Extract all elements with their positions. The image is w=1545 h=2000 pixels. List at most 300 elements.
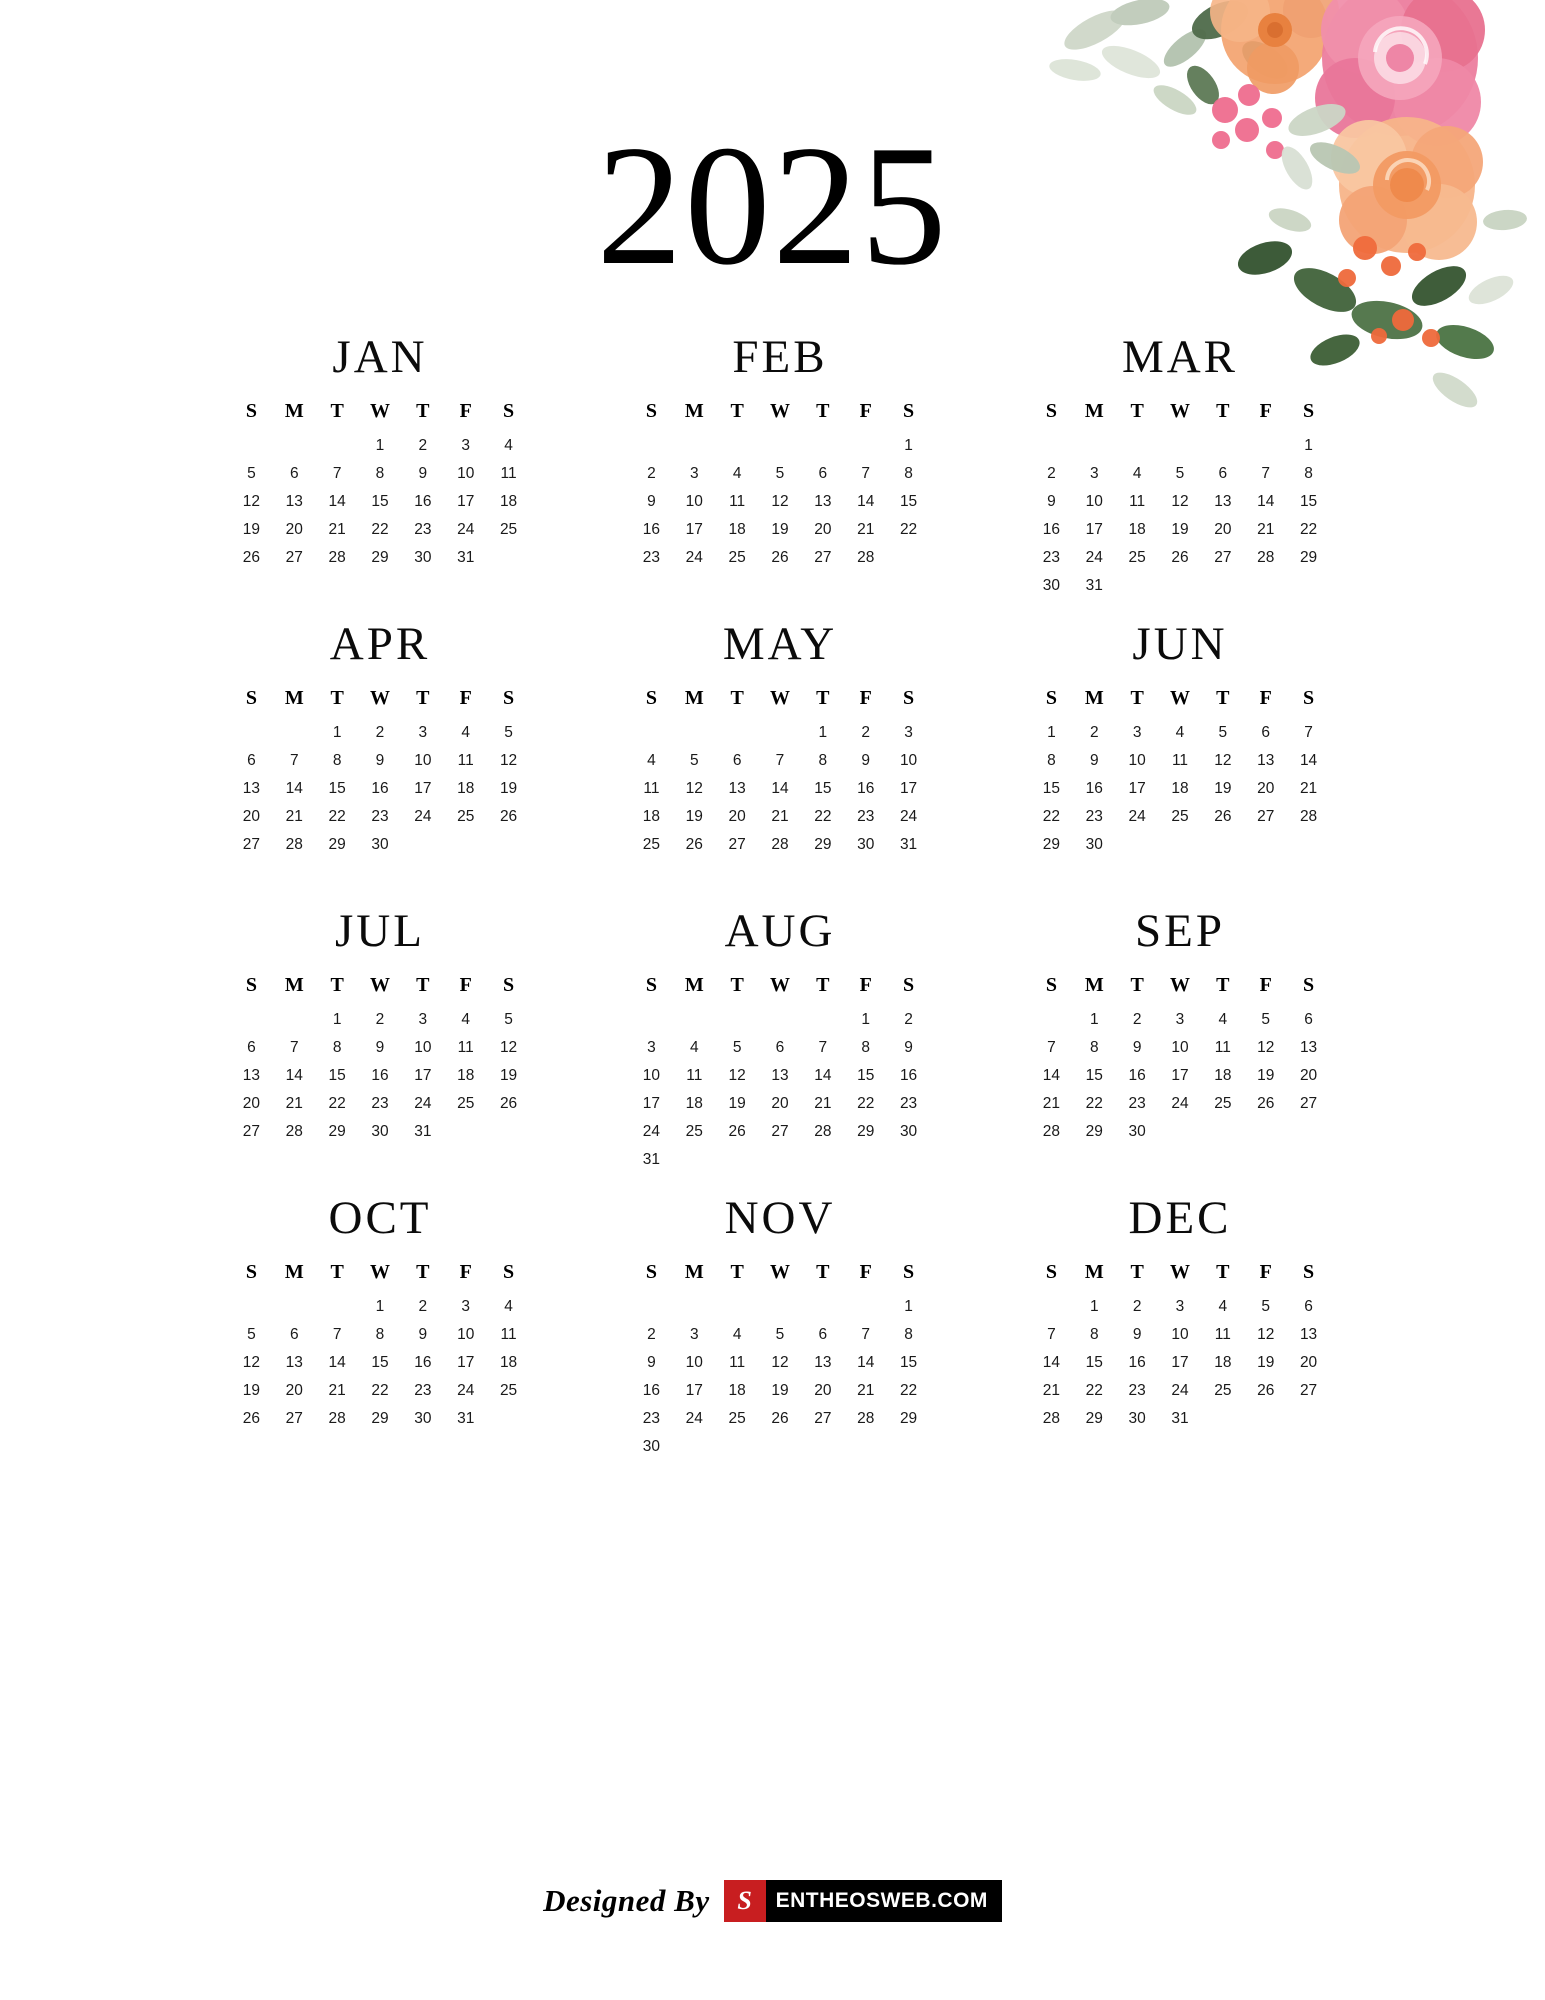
day-cell[interactable]: 15 xyxy=(328,780,346,797)
day-cell[interactable]: 1 xyxy=(861,1011,871,1028)
day-cell[interactable]: 4 xyxy=(504,437,513,454)
day-cell[interactable]: 27 xyxy=(1299,1095,1318,1112)
day-cell[interactable]: 25 xyxy=(1214,1382,1232,1399)
day-cell[interactable]: 5 xyxy=(775,1326,785,1343)
day-cell[interactable]: 22 xyxy=(1085,1095,1103,1112)
day-cell[interactable]: 20 xyxy=(728,808,746,825)
day-cell[interactable]: 7 xyxy=(1261,465,1271,482)
day-cell[interactable]: 22 xyxy=(1042,808,1061,825)
day-cell[interactable]: 14 xyxy=(285,780,303,797)
day-cell[interactable]: 16 xyxy=(1128,1067,1146,1084)
day-cell[interactable]: 14 xyxy=(1042,1354,1061,1371)
day-cell[interactable]: 1 xyxy=(818,724,828,741)
day-cell[interactable]: 24 xyxy=(414,1095,432,1112)
day-cell[interactable]: 12 xyxy=(685,780,703,797)
day-cell[interactable]: 8 xyxy=(904,465,913,482)
day-cell[interactable]: 14 xyxy=(328,493,346,510)
day-cell[interactable]: 10 xyxy=(1085,493,1103,510)
day-cell[interactable]: 10 xyxy=(457,1326,475,1343)
day-cell[interactable]: 7 xyxy=(332,1326,342,1343)
day-cell[interactable]: 10 xyxy=(414,752,432,769)
day-cell[interactable]: 21 xyxy=(814,1095,832,1112)
day-cell[interactable]: 22 xyxy=(328,808,346,825)
day-cell[interactable]: 8 xyxy=(375,1326,385,1343)
day-cell[interactable]: 5 xyxy=(247,465,256,482)
day-cell[interactable]: 13 xyxy=(242,1067,261,1084)
day-cell[interactable]: 3 xyxy=(647,1039,656,1056)
day-cell[interactable]: 16 xyxy=(1128,1354,1146,1371)
day-cell[interactable]: 24 xyxy=(1128,808,1146,825)
day-cell[interactable]: 12 xyxy=(1257,1039,1275,1056)
day-cell[interactable]: 16 xyxy=(642,1382,661,1399)
day-cell[interactable]: 25 xyxy=(1171,808,1189,825)
day-cell[interactable]: 14 xyxy=(1257,493,1275,510)
day-cell[interactable]: 13 xyxy=(285,493,303,510)
day-cell[interactable]: 29 xyxy=(1299,549,1318,566)
day-cell[interactable]: 24 xyxy=(457,521,475,538)
day-cell[interactable]: 27 xyxy=(242,1123,261,1140)
day-cell[interactable]: 12 xyxy=(1171,493,1189,510)
day-cell[interactable]: 4 xyxy=(461,724,471,741)
day-cell[interactable]: 1 xyxy=(375,437,385,454)
day-cell[interactable]: 28 xyxy=(328,549,346,566)
day-cell[interactable]: 22 xyxy=(899,521,918,538)
day-cell[interactable]: 29 xyxy=(1042,836,1061,853)
day-cell[interactable]: 28 xyxy=(1042,1123,1061,1140)
day-cell[interactable]: 28 xyxy=(814,1123,832,1140)
day-cell[interactable]: 26 xyxy=(1257,1382,1275,1399)
day-cell[interactable]: 11 xyxy=(729,1354,746,1371)
day-cell[interactable]: 14 xyxy=(814,1067,832,1084)
day-cell[interactable]: 24 xyxy=(1171,1382,1189,1399)
day-cell[interactable]: 13 xyxy=(1257,752,1275,769)
day-cell[interactable]: 23 xyxy=(414,521,432,538)
day-cell[interactable]: 8 xyxy=(1089,1326,1099,1343)
day-cell[interactable]: 26 xyxy=(242,549,261,566)
day-cell[interactable]: 9 xyxy=(1132,1326,1142,1343)
day-cell[interactable]: 7 xyxy=(1047,1039,1056,1056)
day-cell[interactable]: 1 xyxy=(332,1011,342,1028)
day-cell[interactable]: 26 xyxy=(728,1123,746,1140)
brand-badge[interactable] xyxy=(724,1880,1002,1922)
day-cell[interactable]: 23 xyxy=(1128,1382,1146,1399)
day-cell[interactable]: 30 xyxy=(899,1123,918,1140)
day-cell[interactable]: 7 xyxy=(818,1039,828,1056)
day-cell[interactable]: 11 xyxy=(500,465,517,482)
day-cell[interactable]: 12 xyxy=(1214,752,1232,769)
day-cell[interactable]: 30 xyxy=(414,1410,432,1427)
day-cell[interactable]: 28 xyxy=(857,1410,875,1427)
day-cell[interactable]: 13 xyxy=(728,780,746,797)
day-cell[interactable]: 22 xyxy=(328,1095,346,1112)
day-cell[interactable]: 15 xyxy=(371,1354,389,1371)
day-cell[interactable]: 2 xyxy=(1047,465,1056,482)
day-cell[interactable]: 28 xyxy=(1257,549,1275,566)
day-cell[interactable]: 23 xyxy=(1085,808,1103,825)
day-cell[interactable]: 5 xyxy=(775,465,785,482)
day-cell[interactable]: 16 xyxy=(857,780,875,797)
day-cell[interactable]: 23 xyxy=(642,549,661,566)
day-cell[interactable]: 16 xyxy=(1085,780,1103,797)
day-cell[interactable]: 24 xyxy=(1085,549,1103,566)
day-cell[interactable]: 17 xyxy=(457,493,475,510)
day-cell[interactable]: 14 xyxy=(1299,752,1318,769)
day-cell[interactable]: 24 xyxy=(685,1410,703,1427)
day-cell[interactable]: 23 xyxy=(1128,1095,1146,1112)
day-cell[interactable]: 4 xyxy=(1175,724,1185,741)
day-cell[interactable]: 20 xyxy=(1299,1067,1318,1084)
day-cell[interactable]: 19 xyxy=(1257,1354,1275,1371)
day-cell[interactable]: 29 xyxy=(814,836,832,853)
day-cell[interactable]: 4 xyxy=(461,1011,471,1028)
day-cell[interactable]: 6 xyxy=(818,1326,828,1343)
day-cell[interactable]: 18 xyxy=(685,1095,703,1112)
day-cell[interactable]: 14 xyxy=(328,1354,346,1371)
day-cell[interactable]: 15 xyxy=(857,1067,875,1084)
day-cell[interactable]: 13 xyxy=(1299,1039,1318,1056)
day-cell[interactable]: 15 xyxy=(1085,1354,1103,1371)
day-cell[interactable]: 27 xyxy=(814,1410,832,1427)
day-cell[interactable]: 6 xyxy=(1261,724,1271,741)
day-cell[interactable]: 11 xyxy=(500,1326,517,1343)
day-cell[interactable]: 18 xyxy=(499,1354,518,1371)
day-cell[interactable]: 29 xyxy=(899,1410,918,1427)
day-cell[interactable]: 29 xyxy=(1085,1410,1103,1427)
day-cell[interactable]: 13 xyxy=(814,1354,832,1371)
day-cell[interactable]: 16 xyxy=(642,521,661,538)
day-cell[interactable]: 19 xyxy=(1171,521,1189,538)
day-cell[interactable]: 4 xyxy=(1218,1298,1228,1315)
day-cell[interactable]: 30 xyxy=(642,1438,661,1455)
day-cell[interactable]: 24 xyxy=(414,808,432,825)
day-cell[interactable]: 9 xyxy=(1089,752,1099,769)
day-cell[interactable]: 18 xyxy=(642,808,661,825)
day-cell[interactable]: 4 xyxy=(647,752,656,769)
day-cell[interactable]: 4 xyxy=(689,1039,699,1056)
day-cell[interactable]: 23 xyxy=(857,808,875,825)
day-cell[interactable]: 31 xyxy=(457,549,475,566)
day-cell[interactable]: 30 xyxy=(857,836,875,853)
day-cell[interactable]: 10 xyxy=(457,465,475,482)
day-cell[interactable]: 17 xyxy=(414,1067,432,1084)
day-cell[interactable]: 17 xyxy=(1085,521,1103,538)
day-cell[interactable]: 6 xyxy=(775,1039,785,1056)
day-cell[interactable]: 2 xyxy=(647,465,656,482)
day-cell[interactable]: 18 xyxy=(728,521,746,538)
day-cell[interactable]: 14 xyxy=(285,1067,303,1084)
day-cell[interactable]: 7 xyxy=(775,752,785,769)
day-cell[interactable]: 27 xyxy=(1257,808,1275,825)
day-cell[interactable]: 20 xyxy=(242,1095,261,1112)
day-cell[interactable]: 13 xyxy=(285,1354,303,1371)
day-cell[interactable]: 26 xyxy=(1171,549,1189,566)
day-cell[interactable]: 18 xyxy=(1214,1354,1232,1371)
day-cell[interactable]: 20 xyxy=(814,521,832,538)
day-cell[interactable]: 10 xyxy=(414,1039,432,1056)
day-cell[interactable]: 6 xyxy=(247,1039,256,1056)
day-cell[interactable]: 26 xyxy=(1257,1095,1275,1112)
day-cell[interactable]: 4 xyxy=(732,1326,742,1343)
day-cell[interactable]: 18 xyxy=(499,493,518,510)
day-cell[interactable]: 25 xyxy=(1128,549,1146,566)
day-cell[interactable]: 21 xyxy=(1299,780,1318,797)
day-cell[interactable]: 3 xyxy=(1089,465,1099,482)
day-cell[interactable]: 3 xyxy=(689,1326,699,1343)
day-cell[interactable]: 15 xyxy=(1042,780,1061,797)
day-cell[interactable]: 25 xyxy=(1214,1095,1232,1112)
day-cell[interactable]: 20 xyxy=(285,521,303,538)
day-cell[interactable]: 10 xyxy=(899,752,918,769)
day-cell[interactable]: 19 xyxy=(728,1095,746,1112)
day-cell[interactable]: 9 xyxy=(904,1039,913,1056)
day-cell[interactable]: 14 xyxy=(857,1354,875,1371)
day-cell[interactable]: 6 xyxy=(289,1326,299,1343)
day-cell[interactable]: 17 xyxy=(414,780,432,797)
day-cell[interactable]: 6 xyxy=(1304,1298,1313,1315)
day-cell[interactable]: 28 xyxy=(285,836,303,853)
day-cell[interactable]: 29 xyxy=(328,836,346,853)
day-cell[interactable]: 30 xyxy=(371,1123,389,1140)
day-cell[interactable]: 8 xyxy=(1089,1039,1099,1056)
day-cell[interactable]: 22 xyxy=(857,1095,875,1112)
day-cell[interactable]: 24 xyxy=(685,549,703,566)
day-cell[interactable]: 13 xyxy=(771,1067,789,1084)
day-cell[interactable]: 15 xyxy=(899,493,918,510)
day-cell[interactable]: 21 xyxy=(857,1382,875,1399)
day-cell[interactable]: 21 xyxy=(771,808,789,825)
day-cell[interactable]: 29 xyxy=(1085,1123,1103,1140)
day-cell[interactable]: 7 xyxy=(289,752,299,769)
day-cell[interactable]: 5 xyxy=(1218,724,1228,741)
day-cell[interactable]: 27 xyxy=(1299,1382,1318,1399)
day-cell[interactable]: 11 xyxy=(1171,752,1189,769)
day-cell[interactable]: 17 xyxy=(685,1382,703,1399)
day-cell[interactable]: 10 xyxy=(685,1354,703,1371)
day-cell[interactable]: 17 xyxy=(642,1095,661,1112)
day-cell[interactable]: 20 xyxy=(242,808,261,825)
day-cell[interactable]: 27 xyxy=(1214,549,1232,566)
day-cell[interactable]: 12 xyxy=(728,1067,746,1084)
day-cell[interactable]: 2 xyxy=(647,1326,656,1343)
day-cell[interactable]: 28 xyxy=(285,1123,303,1140)
day-cell[interactable]: 3 xyxy=(461,437,471,454)
day-cell[interactable]: 26 xyxy=(771,549,789,566)
day-cell[interactable]: 10 xyxy=(1128,752,1146,769)
day-cell[interactable]: 28 xyxy=(771,836,789,853)
day-cell[interactable]: 3 xyxy=(461,1298,471,1315)
day-cell[interactable]: 7 xyxy=(861,465,871,482)
day-cell[interactable]: 18 xyxy=(457,1067,475,1084)
day-cell[interactable]: 8 xyxy=(818,752,828,769)
day-cell[interactable]: 10 xyxy=(642,1067,661,1084)
day-cell[interactable]: 2 xyxy=(418,437,428,454)
day-cell[interactable]: 27 xyxy=(771,1123,789,1140)
day-cell[interactable]: 6 xyxy=(732,752,742,769)
day-cell[interactable]: 19 xyxy=(1214,780,1232,797)
day-cell[interactable]: 9 xyxy=(375,1039,385,1056)
day-cell[interactable]: 4 xyxy=(1218,1011,1228,1028)
day-cell[interactable]: 21 xyxy=(857,521,875,538)
day-cell[interactable]: 27 xyxy=(728,836,746,853)
day-cell[interactable]: 8 xyxy=(1047,752,1056,769)
day-cell[interactable]: 28 xyxy=(857,549,875,566)
day-cell[interactable]: 22 xyxy=(1085,1382,1103,1399)
day-cell[interactable]: 17 xyxy=(457,1354,475,1371)
day-cell[interactable]: 3 xyxy=(904,724,913,741)
day-cell[interactable]: 19 xyxy=(771,1382,789,1399)
day-cell[interactable]: 2 xyxy=(1089,724,1099,741)
day-cell[interactable]: 16 xyxy=(1042,521,1061,538)
day-cell[interactable]: 11 xyxy=(729,493,746,510)
day-cell[interactable]: 11 xyxy=(457,752,474,769)
day-cell[interactable]: 8 xyxy=(861,1039,871,1056)
day-cell[interactable]: 17 xyxy=(1128,780,1146,797)
day-cell[interactable]: 14 xyxy=(857,493,875,510)
day-cell[interactable]: 8 xyxy=(904,1326,913,1343)
day-cell[interactable]: 1 xyxy=(904,437,913,454)
day-cell[interactable]: 25 xyxy=(642,836,661,853)
day-cell[interactable]: 4 xyxy=(732,465,742,482)
day-cell[interactable]: 3 xyxy=(1175,1011,1185,1028)
day-cell[interactable]: 25 xyxy=(457,1095,475,1112)
day-cell[interactable]: 4 xyxy=(1132,465,1142,482)
day-cell[interactable]: 24 xyxy=(1171,1095,1189,1112)
day-cell[interactable]: 20 xyxy=(771,1095,789,1112)
day-cell[interactable]: 24 xyxy=(642,1123,661,1140)
day-cell[interactable]: 3 xyxy=(418,1011,428,1028)
day-cell[interactable]: 17 xyxy=(685,521,703,538)
day-cell[interactable]: 6 xyxy=(247,752,256,769)
day-cell[interactable]: 25 xyxy=(728,549,746,566)
day-cell[interactable]: 30 xyxy=(1128,1410,1146,1427)
day-cell[interactable]: 26 xyxy=(499,1095,518,1112)
day-cell[interactable]: 5 xyxy=(1175,465,1185,482)
day-cell[interactable]: 4 xyxy=(504,1298,513,1315)
day-cell[interactable]: 12 xyxy=(771,1354,789,1371)
day-cell[interactable]: 12 xyxy=(242,493,261,510)
day-cell[interactable]: 8 xyxy=(332,1039,342,1056)
day-cell[interactable]: 23 xyxy=(899,1095,918,1112)
day-cell[interactable]: 30 xyxy=(1085,836,1103,853)
day-cell[interactable]: 29 xyxy=(328,1123,346,1140)
day-cell[interactable]: 19 xyxy=(242,521,261,538)
day-cell[interactable]: 7 xyxy=(861,1326,871,1343)
day-cell[interactable]: 22 xyxy=(1299,521,1318,538)
day-cell[interactable]: 9 xyxy=(1047,493,1056,510)
day-cell[interactable]: 1 xyxy=(904,1298,913,1315)
day-cell[interactable]: 21 xyxy=(1042,1095,1061,1112)
day-cell[interactable]: 31 xyxy=(1085,577,1103,594)
day-cell[interactable]: 29 xyxy=(857,1123,875,1140)
day-cell[interactable]: 18 xyxy=(1214,1067,1232,1084)
day-cell[interactable]: 30 xyxy=(371,836,389,853)
day-cell[interactable]: 21 xyxy=(1042,1382,1061,1399)
day-cell[interactable]: 6 xyxy=(1218,465,1228,482)
day-cell[interactable]: 10 xyxy=(685,493,703,510)
day-cell[interactable]: 29 xyxy=(371,549,389,566)
day-cell[interactable]: 3 xyxy=(418,724,428,741)
day-cell[interactable]: 12 xyxy=(242,1354,261,1371)
day-cell[interactable]: 22 xyxy=(371,1382,389,1399)
day-cell[interactable]: 13 xyxy=(814,493,832,510)
day-cell[interactable]: 26 xyxy=(499,808,518,825)
day-cell[interactable]: 2 xyxy=(1132,1298,1142,1315)
day-cell[interactable]: 1 xyxy=(1089,1298,1099,1315)
day-cell[interactable]: 31 xyxy=(414,1123,432,1140)
day-cell[interactable]: 21 xyxy=(328,521,346,538)
day-cell[interactable]: 7 xyxy=(332,465,342,482)
day-cell[interactable]: 13 xyxy=(1214,493,1232,510)
day-cell[interactable]: 15 xyxy=(899,1354,918,1371)
day-cell[interactable]: 26 xyxy=(771,1410,789,1427)
day-cell[interactable]: 6 xyxy=(818,465,828,482)
day-cell[interactable]: 2 xyxy=(861,724,871,741)
day-cell[interactable]: 5 xyxy=(504,1011,513,1028)
day-cell[interactable]: 9 xyxy=(375,752,385,769)
day-cell[interactable]: 31 xyxy=(899,836,918,853)
day-cell[interactable]: 16 xyxy=(414,1354,432,1371)
day-cell[interactable]: 8 xyxy=(1304,465,1313,482)
day-cell[interactable]: 11 xyxy=(1214,1326,1231,1343)
day-cell[interactable]: 7 xyxy=(1047,1326,1056,1343)
day-cell[interactable]: 23 xyxy=(371,808,389,825)
day-cell[interactable]: 5 xyxy=(504,724,513,741)
day-cell[interactable]: 5 xyxy=(689,752,699,769)
day-cell[interactable]: 3 xyxy=(689,465,699,482)
day-cell[interactable]: 18 xyxy=(457,780,475,797)
day-cell[interactable]: 5 xyxy=(247,1326,256,1343)
day-cell[interactable]: 31 xyxy=(642,1151,661,1168)
day-cell[interactable]: 17 xyxy=(1171,1354,1189,1371)
day-cell[interactable]: 3 xyxy=(1175,1298,1185,1315)
day-cell[interactable]: 25 xyxy=(728,1410,746,1427)
day-cell[interactable]: 9 xyxy=(647,1354,656,1371)
day-cell[interactable]: 18 xyxy=(1171,780,1189,797)
day-cell[interactable]: 28 xyxy=(328,1410,346,1427)
day-cell[interactable]: 12 xyxy=(499,752,518,769)
day-cell[interactable]: 23 xyxy=(1042,549,1061,566)
day-cell[interactable]: 11 xyxy=(1214,1039,1231,1056)
day-cell[interactable]: 14 xyxy=(1042,1067,1061,1084)
day-cell[interactable]: 20 xyxy=(1299,1354,1318,1371)
day-cell[interactable]: 22 xyxy=(814,808,832,825)
day-cell[interactable]: 19 xyxy=(499,1067,518,1084)
day-cell[interactable]: 16 xyxy=(371,1067,389,1084)
day-cell[interactable]: 2 xyxy=(418,1298,428,1315)
day-cell[interactable]: 27 xyxy=(285,1410,303,1427)
day-cell[interactable]: 29 xyxy=(371,1410,389,1427)
day-cell[interactable]: 1 xyxy=(1304,437,1313,454)
day-cell[interactable]: 20 xyxy=(1214,521,1232,538)
day-cell[interactable]: 16 xyxy=(414,493,432,510)
day-cell[interactable]: 30 xyxy=(1042,577,1061,594)
day-cell[interactable]: 2 xyxy=(904,1011,913,1028)
day-cell[interactable]: 19 xyxy=(242,1382,261,1399)
day-cell[interactable]: 13 xyxy=(242,780,261,797)
day-cell[interactable]: 23 xyxy=(414,1382,432,1399)
day-cell[interactable]: 31 xyxy=(1171,1410,1189,1427)
day-cell[interactable]: 27 xyxy=(285,549,303,566)
day-cell[interactable]: 17 xyxy=(1171,1067,1189,1084)
day-cell[interactable]: 24 xyxy=(457,1382,475,1399)
day-cell[interactable]: 27 xyxy=(814,549,832,566)
day-cell[interactable]: 9 xyxy=(418,465,428,482)
day-cell[interactable]: 25 xyxy=(685,1123,703,1140)
day-cell[interactable]: 26 xyxy=(1214,808,1232,825)
day-cell[interactable]: 21 xyxy=(328,1382,346,1399)
day-cell[interactable]: 8 xyxy=(332,752,342,769)
day-cell[interactable]: 9 xyxy=(418,1326,428,1343)
